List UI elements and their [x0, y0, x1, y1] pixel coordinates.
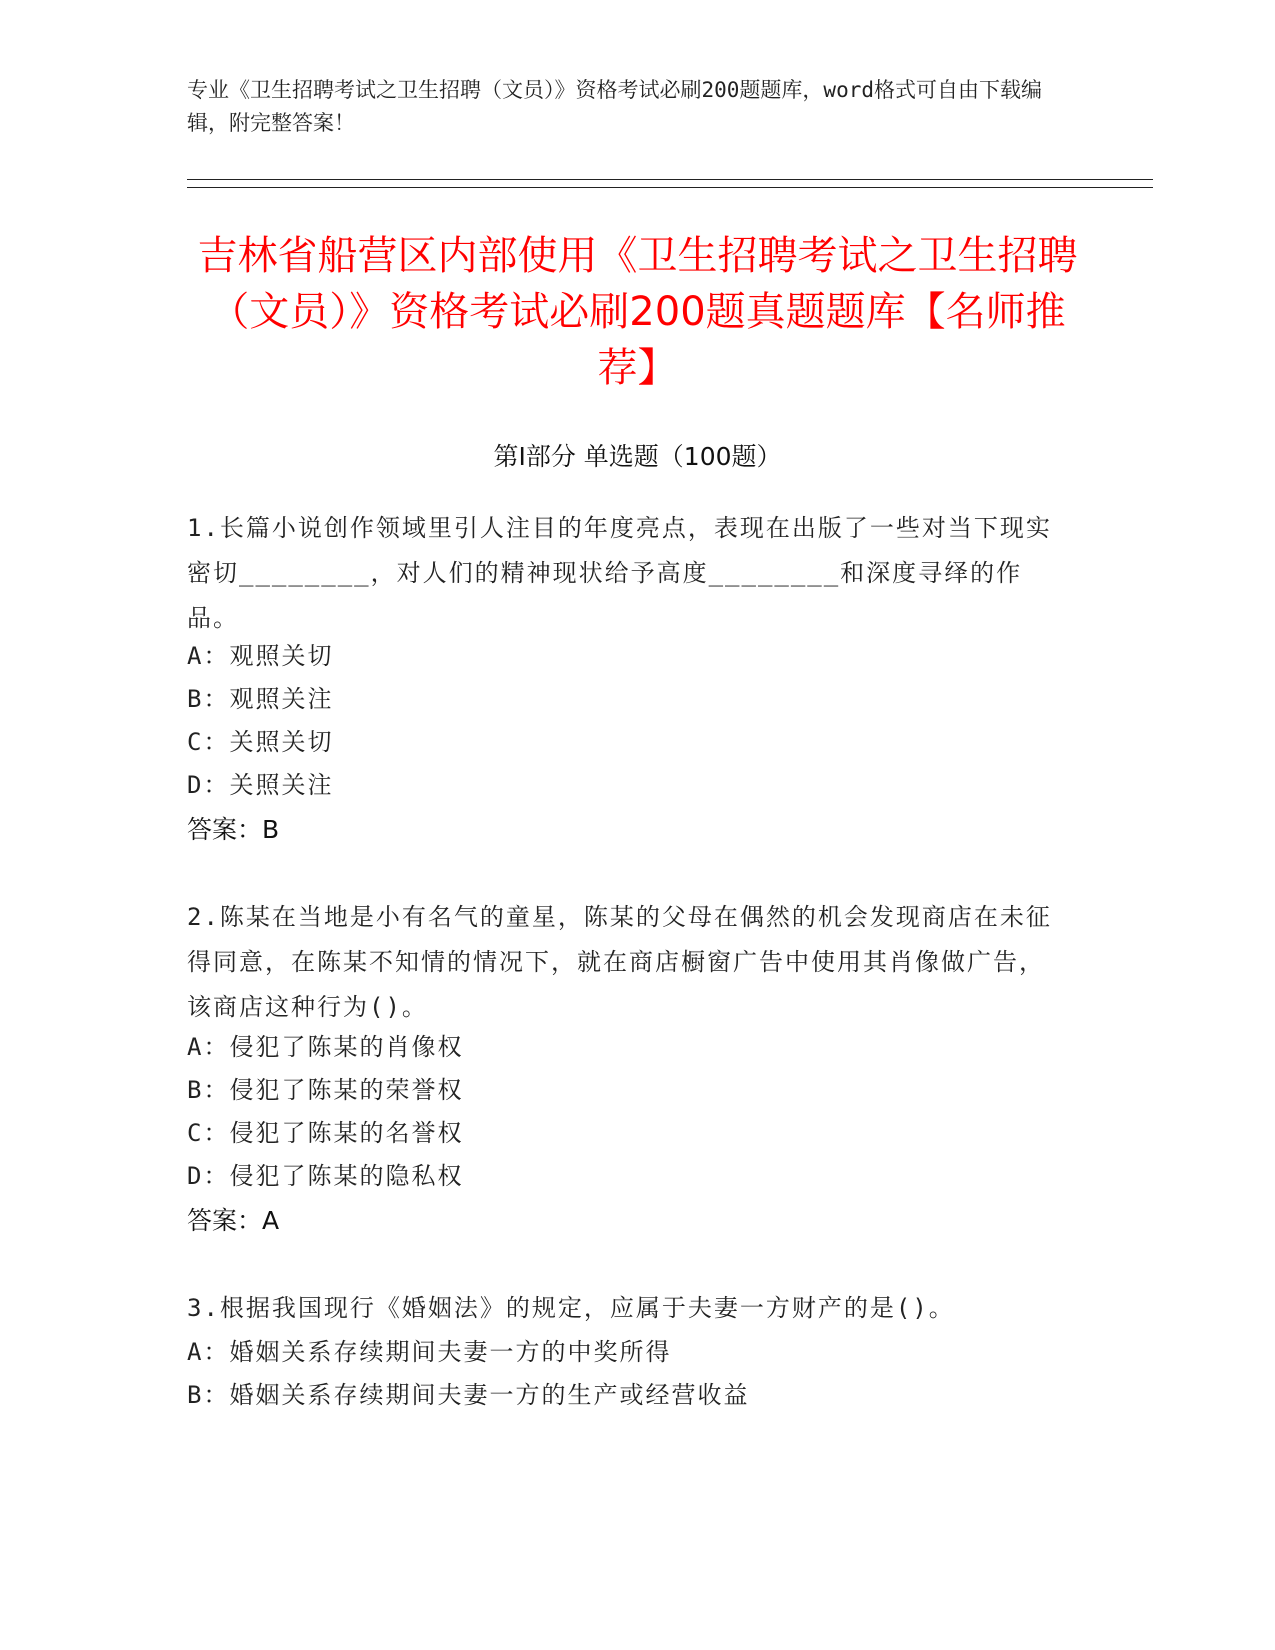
question-2-text: 2.陈某在当地是小有名气的童星，陈某的父母在偶然的机会发现商店在未征得同意，在陈某不知情的情况下，就在商店橱窗广告中使用其肖像做广告，该商店这种行为()。 — [187, 903, 1052, 1021]
question-2-option-d: D：侵犯了陈某的隐私权 — [187, 1162, 464, 1190]
document-title: 吉林省船营区内部使用《卫生招聘考试之卫生招聘（文员）》资格考试必刷200题真题题库【名师推荐】 — [197, 233, 1078, 391]
question-1-option-b: B：观照关注 — [187, 685, 334, 713]
question-1-text: 1.长篇小说创作领域里引人注目的年度亮点，表现在出版了一些对当下现实密切________，对人们的精神现状给予高度________和深度寻绎的作品。 — [187, 514, 1052, 632]
question-3-option-b: B：婚姻关系存续期间夫妻一方的生产或经营收益 — [187, 1381, 750, 1409]
header-divider-bottom — [187, 187, 1153, 188]
question-3-option-a: A：婚姻关系存续期间夫妻一方的中奖所得 — [187, 1338, 672, 1366]
question-1-option-a: A：观照关切 — [187, 642, 334, 670]
question-2-answer: 答案：A — [187, 1206, 280, 1235]
question-1-option-d: D：关照关注 — [187, 771, 334, 799]
question-1-answer: 答案：B — [187, 815, 280, 844]
question-2-option-c: C：侵犯了陈某的名誉权 — [187, 1119, 464, 1147]
question-2-option-a: A：侵犯了陈某的肖像权 — [187, 1033, 464, 1061]
header-divider-top — [187, 179, 1153, 180]
header-note: 专业《卫生招聘考试之卫生招聘（文员）》资格考试必刷200题题库，word格式可自由下载编辑，附完整答案！ — [187, 78, 1042, 135]
question-1-option-c: C：关照关切 — [187, 728, 334, 756]
question-3-text: 3.根据我国现行《婚姻法》的规定，应属于夫妻一方财产的是()。 — [187, 1294, 955, 1322]
question-2-option-b: B：侵犯了陈某的荣誉权 — [187, 1076, 464, 1104]
section-title: 第Ⅰ部分 单选题（100题） — [493, 442, 782, 471]
